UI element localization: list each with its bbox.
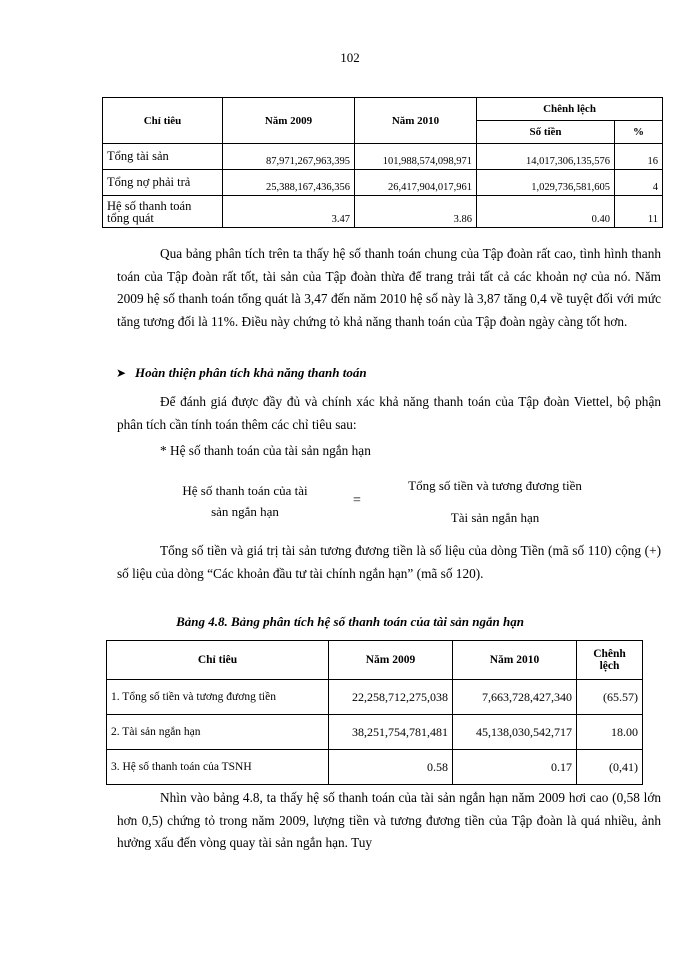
header-pct: % xyxy=(615,121,663,144)
cell-2009: 0.58 xyxy=(329,750,453,785)
formula-numerator: Tổng số tiền và tương đương tiền xyxy=(408,478,582,493)
header-chenh-lech xyxy=(577,641,643,680)
header-chenh-lech-line1: Chênh xyxy=(593,648,626,660)
cell-2009: 87,971,267,963,395 xyxy=(223,144,355,170)
header-2010: Năm 2010 xyxy=(355,98,477,144)
arrow-bullet-icon: ➤ xyxy=(116,366,127,380)
cell-2010: 26,417,904,017,961 xyxy=(355,170,477,196)
row-label: 1. Tổng số tiền và tương đương tiền xyxy=(107,680,329,715)
row-label: Tổng nợ phải trả xyxy=(103,170,223,196)
row-label xyxy=(103,196,223,228)
cell-pct: 16 xyxy=(615,144,663,170)
cell-2010: 45,138,030,542,717 xyxy=(453,715,577,750)
cell-2009: 38,251,754,781,481 xyxy=(329,715,453,750)
cell-diff: (0,41) xyxy=(577,750,643,785)
cell-pct: 11 xyxy=(615,196,663,228)
cell-so-tien: 1,029,736,581,605 xyxy=(477,170,615,196)
formula-equals: = xyxy=(353,493,361,508)
short-term-assets-table xyxy=(106,640,643,785)
header-2009: Năm 2009 xyxy=(223,98,355,144)
cell-2010: 0.17 xyxy=(453,750,577,785)
paragraph-1: Qua bảng phân tích trên ta thấy hệ số thanh toán chung của Tập đoàn rất cao, tình hình thanh toán của Tập đoàn rất tốt, tài sản của Tập đoàn thừa để trang trải tất cả các khoản nợ của nó. Năm 2009 hệ số thanh toán tổng quát là 3,47 đến năm 2010 hệ số này là 3,87 tăng 0,4 về tuyệt đối với mức tăng tương đối là 11%. Điều này chứng tỏ khả năng thanh toán của Tập đoàn ngày càng tốt hơn. xyxy=(117,246,661,329)
header-chi-tieu: Chỉ tiêu xyxy=(107,641,329,680)
table-row xyxy=(107,750,643,785)
formula-left-line2: sản ngắn hạn xyxy=(211,504,279,519)
table-caption: Bảng 4.8. Bảng phân tích hệ số thanh toán của tài sản ngắn hạn xyxy=(176,614,524,629)
table-row xyxy=(107,715,643,750)
cell-so-tien: 0.40 xyxy=(477,196,615,228)
solvency-table xyxy=(102,97,663,228)
cell-2009: 3.47 xyxy=(223,196,355,228)
page-number: 102 xyxy=(340,50,360,65)
header-chenh-lech: Chênh lệch xyxy=(477,98,663,121)
indicator-item: * Hệ số thanh toán của tài sản ngắn hạn xyxy=(160,443,371,458)
cell-diff: (65.57) xyxy=(577,680,643,715)
cell-diff: 18.00 xyxy=(577,715,643,750)
cell-pct: 4 xyxy=(615,170,663,196)
paragraph-3: Tổng số tiền và giá trị tài sản tương đương tiền là số liệu của dòng Tiền (mã số 110) cộng (+) số liệu của dòng “Các khoản đầu tư tài chính ngắn hạn” (mã số 120). xyxy=(117,543,661,581)
row-label: 3. Hệ số thanh toán của TSNH xyxy=(107,750,329,785)
formula-left-line1: Hệ số thanh toán của tài xyxy=(182,483,308,498)
header-2009: Năm 2009 xyxy=(329,641,453,680)
table-row xyxy=(103,144,663,170)
row-label-line1: Hệ số thanh toán xyxy=(107,198,192,213)
header-so-tien: Số tiền xyxy=(477,121,615,144)
paragraph-4: Nhìn vào bảng 4.8, ta thấy hệ số thanh toán của tài sản ngắn hạn năm 2009 hơi cao (0,58 lớn hơn 0,5) chứng tỏ trong năm 2009, lượng tiền và tương đương tiền của Tập đoàn là quá nhiều, ảnh hưởng xấu đến vòng quay tài sản ngắn hạn. Tuy xyxy=(117,790,661,850)
table-row xyxy=(107,680,643,715)
formula-left xyxy=(165,480,325,522)
cell-so-tien: 14,017,306,135,576 xyxy=(477,144,615,170)
row-label-line2: tổng quát xyxy=(107,210,154,225)
header-chenh-lech-line2: lệch xyxy=(599,660,620,672)
header-2010: Năm 2010 xyxy=(453,641,577,680)
header-chi-tieu: Chỉ tiêu xyxy=(103,98,223,144)
table-row xyxy=(103,196,663,228)
cell-2009: 22,258,712,275,038 xyxy=(329,680,453,715)
table-row xyxy=(103,170,663,196)
formula-denominator: Tài sản ngắn hạn xyxy=(450,510,540,525)
cell-2010: 3.86 xyxy=(355,196,477,228)
row-label: Tổng tài sản xyxy=(103,144,223,170)
cell-2010: 7,663,728,427,340 xyxy=(453,680,577,715)
row-label: 2. Tài sản ngắn hạn xyxy=(107,715,329,750)
cell-2009: 25,388,167,436,356 xyxy=(223,170,355,196)
section-heading: Hoàn thiện phân tích khả năng thanh toán xyxy=(135,365,367,380)
paragraph-2: Để đánh giá được đầy đủ và chính xác khả năng thanh toán của Tập đoàn Viettel, bộ phận phân tích cần tính toán thêm các chỉ tiêu sau: xyxy=(117,394,661,432)
cell-2010: 101,988,574,098,971 xyxy=(355,144,477,170)
